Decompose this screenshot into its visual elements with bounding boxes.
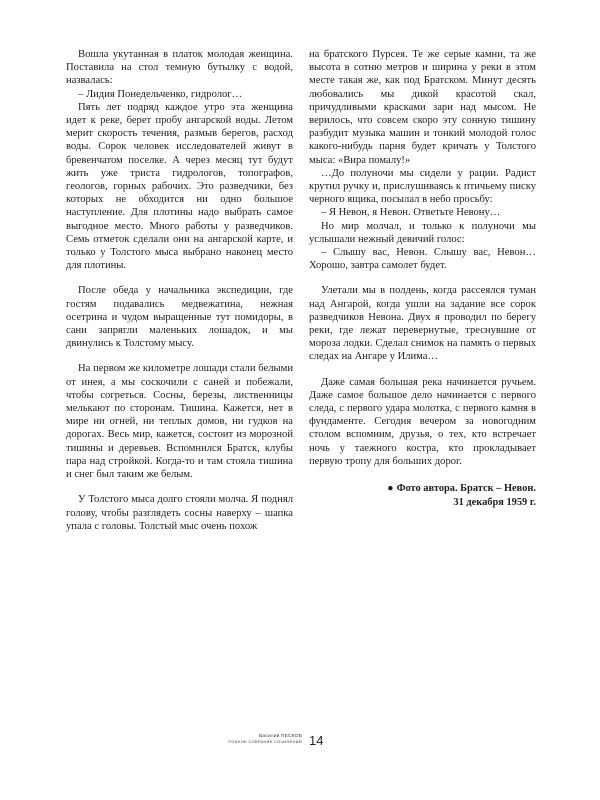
article-paragraph: Улетали мы в полдень, когда рассеялся туман над Ангарой, когда ушли на задание все сорок разведчиков Невона. Двух я проводил по берегу реки, где лежат перевернутые, треснувшие от мороза лодки. Сделал снимок на память о первых следах на Ангаре у Илима…	[309, 285, 536, 363]
article-paragraph: – Слышу вас, Невон. Слышу вас, Невон… Хорошо, завтра самолет будет.	[309, 247, 536, 272]
photo-credit	[309, 482, 536, 509]
page-number: 14	[309, 733, 324, 748]
article-paragraph: на братского Пурсея. Те же серые камни, та же высота в сотню метров и ширина у реки в этом месте такая же, как под Братском. Минут десять любовались мы дикой красотой скал, причудливыми красками зари над мысом. Не верилось, что совсем скоро эту сонную тишину разбудит музыка машин и тонкий молодой голос какого-нибудь парня будет кричать у Толстого мыса: «Вира помалу!»	[309, 49, 536, 166]
running-footer	[200, 734, 302, 745]
photo-credit-date: 31 декабря 1959 г.	[453, 496, 536, 508]
left-text-column	[66, 48, 293, 533]
article-paragraph: На первом же километре лошади стали белыми от инея, а мы соскочили с саней и побежали, чтобы согреться. Сосны, березы, лиственницы мелькают по сторонам. Тишина. Кажется, нет в мире ни огней, ни теплых домов, ни гудков на дорогах. Весь мир, кажется, состоит из морозной тишины и деревьев. Вспомнился Братск, клубы пара над стройкой. Когда-то и там стояла тишина и снег был таким же белым.	[66, 363, 293, 481]
article-paragraph: Пять лет подряд каждое утро эта женщина идет к реке, берет пробу ангарской воды. Летом мерит скорость течения, размыв берегов, расход воды. Сорок человек исследователей живут в бревенчатом поселке. А через месяц тут будут жить уже триста гидрологов, топографов, геологов, горных рабочих. Это разведчики, без которых не обходится ни одно большое наступление. Для плотины надо выбрать самое выгодное место. Много работы у разведчиков. Семь отметок сделали они на ангарской карте, и только у Толстого мыса выбрано наконец место для плотины.	[66, 101, 293, 272]
footer-author: Василий ПЕСКОВ	[258, 734, 302, 739]
article-paragraph: – Я Невон, я Невон. Ответьте Невону…	[321, 207, 501, 219]
footer-series-title: ПОЛНОЕ СОБРАНИЕ СОЧИНЕНИЙ	[228, 740, 302, 744]
bullet-icon: ●	[387, 483, 394, 495]
article-paragraph: Даже самая большая река начинается ручьем. Даже самое большое дело начинается с первого следа, с первого удара молотка, с первого камня в фундаменте. Сегодня вечером за новогодним столом вспомним, друзья, о тех, кто встречает ночь у таежного костра, кто прокладывает первую тропу для больших дорог.	[309, 376, 536, 467]
article-paragraph: Но мир молчал, и только к полуночи мы услышали нежный девичий голос:	[309, 220, 536, 245]
article-paragraph: Вошла укутанная в платок молодая женщина. Поставила на стол темную бутылку с водой, назвалась:	[66, 49, 293, 87]
article-paragraph: …До полуночи мы сидели у рации. Радист крутил ручку и, прислушиваясь к птичьему писку черного ящика, посылал в небо просьбу:	[309, 167, 536, 206]
article-paragraph: У Толстого мыса долго стояли молча. Я поднял голову, чтобы разглядеть сосны наверху – шапка упала с головы. Толстый мыс очень похож	[66, 494, 293, 532]
article-paragraph: После обеда у начальника экспедиции, где гостям подавались медвежатина, нежная осетрина и чудом выращенные тут помидоры, в сани запрягли маленьких лошадок, и мы двинулись к Толстому мысу.	[66, 285, 293, 350]
photo-credit-source: Фото автора. Братск – Невон.	[396, 483, 536, 495]
right-text-column	[309, 48, 536, 509]
article-paragraph: – Лидия Понедельченко, гидролог…	[78, 88, 243, 100]
